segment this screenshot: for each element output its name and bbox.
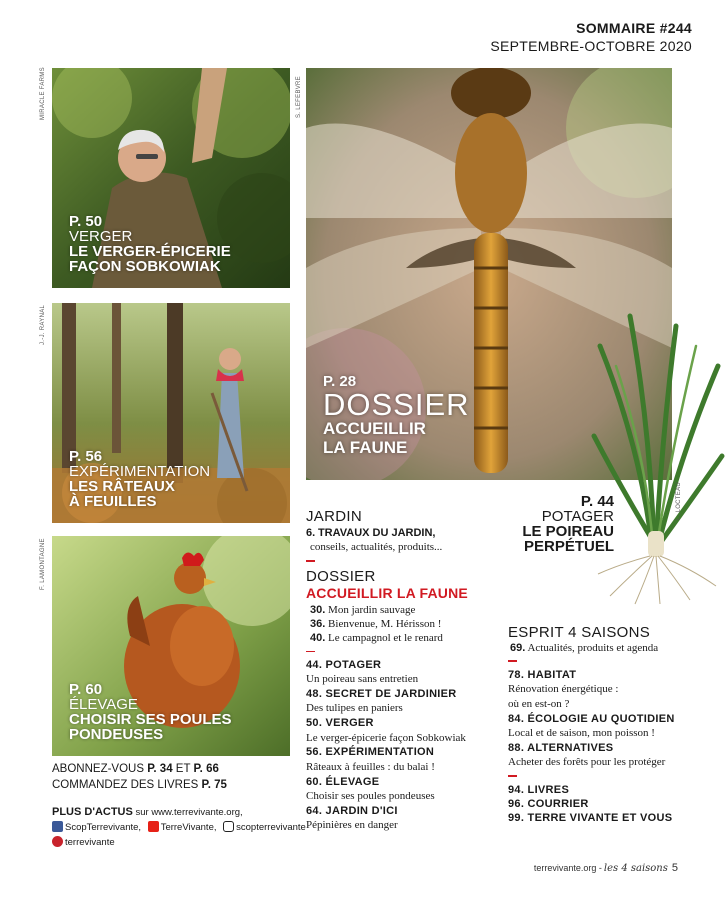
page-footer (534, 862, 678, 874)
divider (306, 560, 315, 562)
section-heading-esprit: ESPRIT 4 SAISONS (508, 624, 651, 641)
entry-title: Actualités, produits et agenda (527, 642, 659, 654)
entry-subtitle: Choisir ses poules pondeuses (306, 789, 435, 802)
entry-title: 78. HABITAT (508, 668, 577, 681)
entry-title: Le campagnol et le renard (328, 632, 443, 645)
facebook-icon (52, 821, 63, 832)
orchard-photo[interactable] (52, 68, 290, 288)
instagram-icon (223, 821, 234, 832)
subscribe-page: P. 34 (147, 763, 173, 775)
card-category: EXPÉRIMENTATION (69, 463, 211, 480)
entry-subtitle: Acheter des forêts pour les protéger (508, 756, 666, 769)
issue-header (490, 20, 692, 54)
section-subheading-dossier: ACCUEILLIR LA FAUNE (306, 584, 468, 601)
website-link[interactable]: sur www.terrevivante.org, (132, 807, 243, 818)
divider (306, 651, 315, 653)
photo-credit: L. LOCTEAU (676, 481, 682, 520)
issue-date: SEPTEMBRE-OCTOBRE 2020 (490, 38, 692, 54)
entry-title: 60. ÉLEVAGE (306, 775, 380, 788)
subscribe-text: ABONNEZ-VOUS (52, 763, 148, 775)
card-title-line: LES RÂTEAUX (69, 478, 175, 495)
section-heading-dossier: DOSSIER (306, 567, 376, 585)
toc-entry[interactable] (306, 526, 496, 540)
entry-title: 44. POTAGER (306, 659, 382, 672)
pinterest-icon (52, 836, 63, 847)
issue-number: SOMMAIRE #244 (576, 20, 692, 36)
card-category: ÉLEVAGE (69, 696, 138, 713)
entry-number: 30. (310, 603, 326, 616)
entry-subtitle: Des tulipes en paniers (306, 702, 403, 715)
books-text: COMMANDEZ DES LIVRES (52, 778, 202, 791)
dossier-title-line: ACCUEILLIR (323, 419, 426, 438)
entry-title: 84. ÉCOLOGIE AU QUOTIDIEN (508, 712, 675, 725)
subscribe-line[interactable] (52, 762, 227, 778)
entry-subtitle: où en est-on ? (508, 697, 570, 710)
footer-brand: les 4 saisons (603, 863, 668, 874)
card-page: P. 60 (69, 681, 103, 698)
leek-title-line: PERPÉTUEL (523, 538, 614, 555)
entry-subtitle: Pépinières en danger (306, 819, 398, 832)
section-heading-jardin: JARDIN (306, 508, 362, 525)
leek-title-line: LE POIREAU (522, 523, 614, 540)
photo-credit: S. LEFEBVRE (296, 76, 302, 118)
toc-column-right (508, 624, 708, 825)
entry-number: 6. (306, 527, 316, 539)
entry-number: 36. (310, 617, 326, 630)
books-page: P. 75 (201, 778, 227, 791)
toc-entry[interactable] (306, 745, 496, 774)
page-number: 5 (671, 862, 678, 874)
toc-entry[interactable] (306, 631, 496, 645)
card-title-line: À FEUILLES (69, 493, 157, 510)
toc-entry[interactable] (306, 658, 496, 687)
card-caption (69, 682, 232, 742)
rake-photo[interactable] (52, 303, 290, 523)
card-caption (69, 449, 210, 509)
books-line[interactable] (52, 778, 227, 794)
card-title-line: FAÇON SOBKOWIAK (69, 258, 221, 275)
more-news-lead: PLUS D'ACTUS (52, 806, 133, 818)
card-page: P. 56 (69, 448, 103, 465)
entry-subtitle: Local et de saison, mon poisson ! (508, 727, 655, 740)
dossier-title-line: LA FAUNE (323, 437, 408, 457)
card-title-line: LE VERGER-ÉPICERIE (69, 243, 231, 260)
toc-entry[interactable] (508, 741, 708, 770)
toc-entry[interactable] (306, 716, 496, 745)
entry-subtitle: Le verger-épicerie façon Sobkowiak (306, 731, 466, 744)
pinterest-link[interactable]: terrevivante (65, 836, 115, 848)
toc-entry-terre-vivante[interactable]: 99. TERRE VIVANTE ET VOUS (508, 812, 673, 825)
entry-number: 40. (310, 632, 326, 645)
toc-entry[interactable] (306, 617, 496, 631)
hen-photo[interactable] (52, 536, 290, 756)
divider (508, 775, 517, 777)
card-caption (69, 214, 231, 274)
entry-title: 88. ALTERNATIVES (508, 741, 614, 754)
entry-title: 48. SECRET DE JARDINIER (306, 688, 457, 701)
leek-illustration[interactable] (590, 306, 726, 606)
dossier-caption (323, 374, 470, 457)
more-news-line (52, 804, 306, 821)
card-category: VERGER (69, 228, 133, 245)
entry-title: 64. JARDIN D'ICI (306, 804, 398, 817)
entry-subtitle: Un poireau sans entretien (306, 673, 419, 686)
entry-subtitle: conseils, actualités, produits... (310, 541, 443, 554)
entry-title: 50. VERGER (306, 717, 374, 730)
entry-title: Mon jardin sauvage (328, 603, 416, 616)
entry-subtitle: Râteaux à feuilles : du balai ! (306, 760, 435, 773)
photo-credit: J.-J. RAYNAL (40, 304, 46, 345)
entry-number: 69. (510, 642, 526, 654)
youtube-link[interactable]: TerreVivante, (160, 822, 217, 834)
toc-entry[interactable] (508, 641, 708, 655)
social-links (52, 821, 306, 836)
toc-entry-livres[interactable]: 94. LIVRES (508, 783, 570, 796)
instagram-link[interactable]: scopterrevivante (236, 822, 306, 834)
leek-caption (504, 494, 614, 554)
toc-entry[interactable] (306, 804, 496, 833)
card-title-line: PONDEUSES (69, 726, 164, 743)
leek-page: P. 44 (580, 493, 614, 510)
toc-entry-courrier[interactable]: 96. COURRIER (508, 797, 589, 810)
toc-entry[interactable] (508, 668, 708, 712)
subscribe-page: P. 66 (193, 763, 219, 775)
entry-title: Bienvenue, M. Hérisson ! (328, 617, 442, 630)
divider (508, 660, 517, 662)
toc-entry[interactable] (306, 775, 496, 804)
youtube-icon (148, 821, 159, 832)
dossier-page: P. 28 (323, 373, 357, 390)
entry-title: TRAVAUX DU JARDIN, (317, 527, 436, 539)
pinterest-line (52, 836, 306, 851)
promo-block (52, 762, 227, 793)
toc-column-left (306, 508, 496, 833)
toc-entry[interactable] (306, 603, 496, 617)
footer-site[interactable]: terrevivante.org - (533, 863, 602, 873)
leek-category: POTAGER (541, 508, 614, 525)
subscribe-and: ET (172, 763, 194, 775)
toc-entry[interactable] (306, 687, 496, 716)
photo-credit: F. LAMONTAGNE (40, 538, 46, 590)
entry-title: 56. EXPÉRIMENTATION (306, 746, 435, 759)
toc-entry[interactable] (508, 712, 708, 741)
card-title-line: CHOISIR SES POULES (69, 711, 232, 728)
card-page: P. 50 (69, 213, 103, 230)
entry-subtitle: Rénovation énergétique : (508, 683, 619, 696)
social-block (52, 804, 306, 850)
facebook-link[interactable]: ScopTerrevivante, (65, 822, 142, 834)
dossier-category: DOSSIER (323, 387, 470, 422)
photo-credit: MIRACLE FARMS (40, 67, 46, 120)
